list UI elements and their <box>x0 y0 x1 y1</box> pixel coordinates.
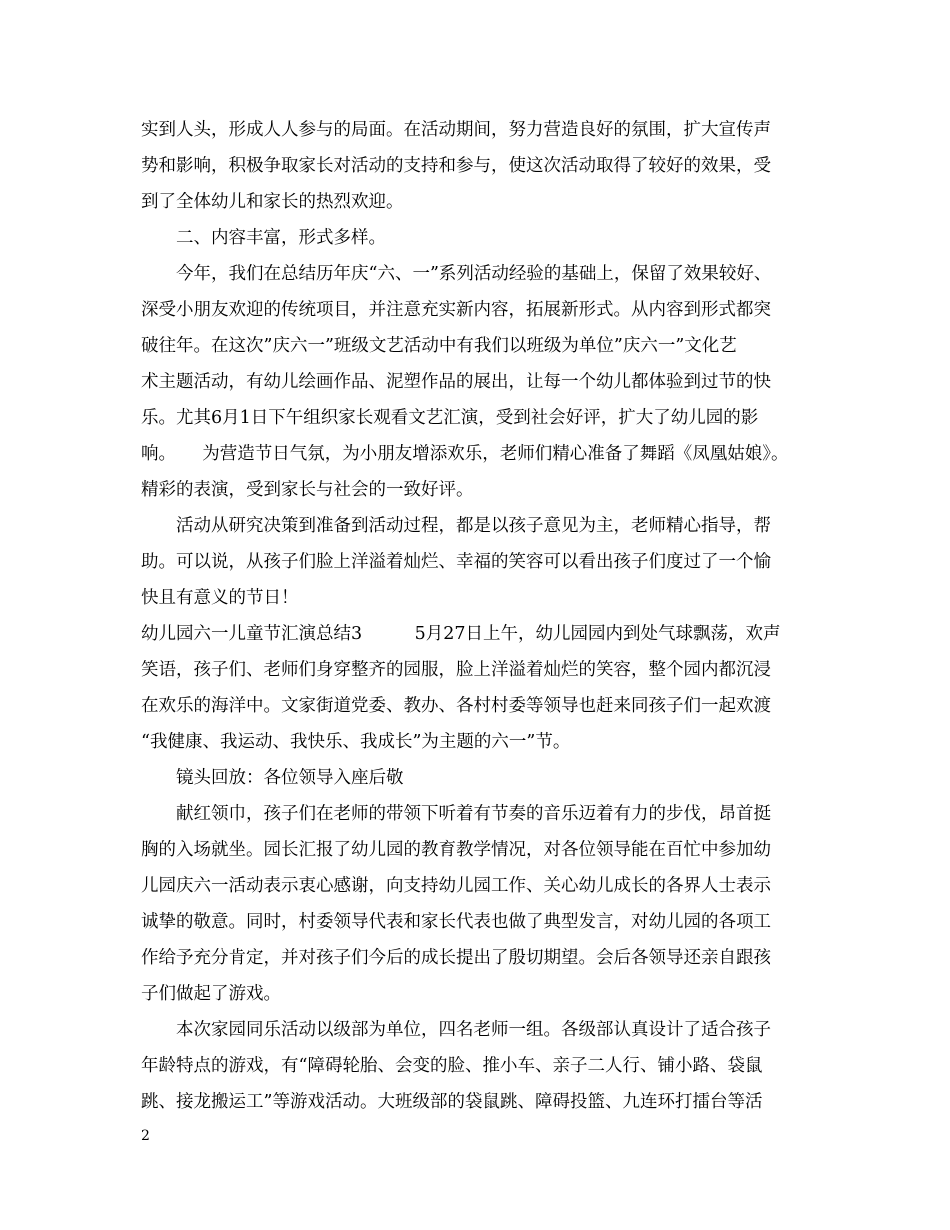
text-line: 作给予充分肯定，并对孩子们今后的成长提出了殷切期望。会后各领导还亲自跟孩 <box>141 948 771 968</box>
text-line: 今年，我们在总结历年庆“六、一”系列活动经验的基础上，保留了效果较好、 <box>141 264 772 284</box>
text-line: 乐。尤其6月1日下午组织家长观看文艺汇演，受到社会好评，扩大了幼儿园的影 <box>141 408 759 428</box>
text-line: 破往年。在这次”庆六一”班级文艺活动中有我们以班级为单位”庆六一”文化艺 <box>141 336 737 356</box>
text-line: 镜头回放：各位领导入座后敬 <box>141 768 404 788</box>
text-line: 本次家园同乐活动以级部为单位，四名老师一组。各级部认真设计了适合孩子 <box>141 1020 771 1040</box>
text-line: 快且有意义的节日！ <box>141 588 299 608</box>
text-line: 跳、接龙搬运工”等游戏活动。大班级部的袋鼠跳、障碍投篮、九连环打擂台等活 <box>141 1092 763 1112</box>
text-line: 诚挚的敬意。同时，村委领导代表和家长代表也做了典型发言，对幼儿园的各项工 <box>141 912 771 932</box>
text-line: 献红领巾，孩子们在老师的带领下听着有节奏的音乐迈着有力的步伐，昂首挺 <box>141 804 771 824</box>
text-line: 助。可以说，从孩子们脸上洋溢着灿烂、幸福的笑容可以看出孩子们度过了一个愉 <box>141 552 771 572</box>
text-line: “我健康、我运动、我快乐、我成长”为主题的六一”节。 <box>141 732 571 752</box>
text-line: 子们做起了游戏。 <box>141 984 281 1004</box>
text-line: 势和影响，积极争取家长对活动的支持和参与，使这次活动取得了较好的效果，受 <box>141 156 771 176</box>
text-line: 到了全体幼儿和家长的热烈欢迎。 <box>141 192 404 212</box>
text-line: 笑语，孩子们、老师们身穿整齐的园服，脸上洋溢着灿烂的笑容，整个园内都沉浸 <box>141 660 771 680</box>
body-text <box>141 112 811 1120</box>
text-line: 在欢乐的海洋中。文家街道党委、教办、各村村委等领导也赶来同孩子们一起欢渡 <box>141 696 771 716</box>
text-line: 深受小朋友欢迎的传统项目，并注意充实新内容，拓展新形式。从内容到形式都突 <box>141 300 771 320</box>
text-line: 实到人头，形成人人参与的局面。在活动期间，努力营造良好的氛围，扩大宣传声 <box>141 120 771 140</box>
text-line: 精彩的表演，受到家长与社会的一致好评。 <box>141 480 474 500</box>
section-heading: 二、内容丰富，形式多样。 <box>141 228 386 248</box>
text-line: 胸的入场就坐。园长汇报了幼儿园的教育教学情况，对各位领导能在百忙中参加幼 <box>141 840 771 860</box>
text-line: 年龄特点的游戏，有“障碍轮胎、会变的脸、推小车、亲子二人行、铺小路、袋鼠 <box>141 1056 763 1076</box>
page-number: 2 <box>141 1128 150 1144</box>
text-line: 活动从研究决策到准备到活动过程，都是以孩子意见为主，老师精心指导，帮 <box>141 516 771 536</box>
text-line: 术主题活动，有幼儿绘画作品、泥塑作品的展出，让每一个幼儿都体验到过节的快 <box>141 372 771 392</box>
text-line: 幼儿园六一儿童节汇演总结3 5月27日上午，幼儿园园内到处气球飘荡，欢声 <box>141 624 781 644</box>
text-line: 儿园庆六一活动表示衷心感谢，向支持幼儿园工作、关心幼儿成长的各界人士表示 <box>141 876 771 896</box>
text-line: 响。 为营造节日气氛，为小朋友增添欢乐，老师们精心准备了舞蹈《凤凰姑娘》。 <box>141 444 789 464</box>
